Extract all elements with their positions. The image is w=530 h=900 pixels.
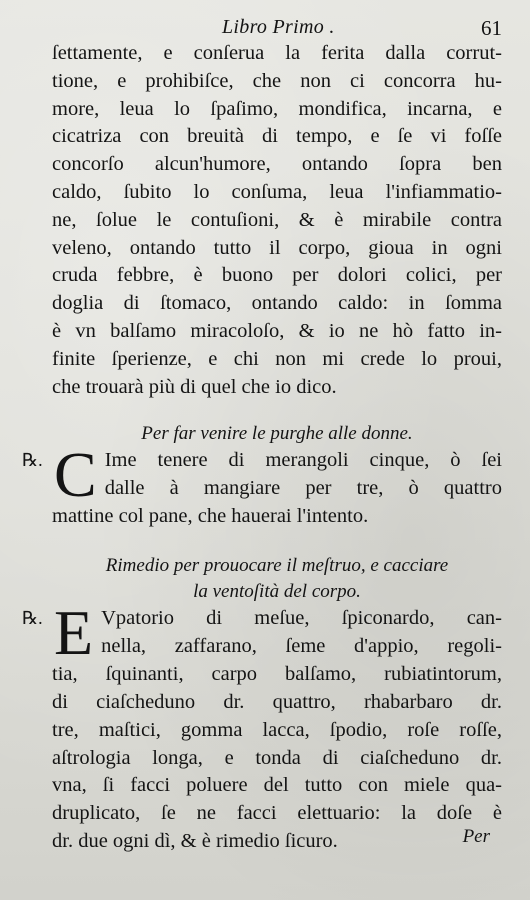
text-line: mattine col pane, che hauerai l'intento. (52, 505, 369, 528)
text-line: nella, zaffarano, ſeme d'appio, regoli- (101, 634, 502, 657)
text-line: dr. due ogni dì, & è rimedio ſicuro. (52, 829, 338, 852)
text-line: caldo, ſubito lo conſuma, leua l'infiammatio- (52, 180, 502, 203)
page-number: 61 (481, 16, 502, 40)
text-line: cicatriza con breuità di tempo, e ſe vi foſſe (52, 125, 502, 148)
section-mestruo (22, 553, 502, 856)
section-purghe (22, 421, 502, 531)
text-line: ne, ſolue le contuſioni, & è mirabile contra (52, 208, 502, 231)
recipe-body (22, 439, 502, 531)
text-line: di ciaſcheduno dr. quattro, rhabarbaro dr. (52, 690, 502, 713)
text-line: che trouarà più di quel che io dico. (52, 375, 337, 398)
paragraph-balsam-virtues (52, 40, 502, 401)
drop-cap: E (54, 597, 94, 669)
catchword: Per (462, 826, 490, 847)
text-line: ſettamente, e conſerua la ferita dalla corrut- (52, 42, 502, 64)
text-block (22, 40, 502, 856)
text-line: tione, e prohibiſce, che non ci concorra hu- (52, 69, 502, 92)
section-heading: Rimedio per prouocare il meſtruo, e cacciare (105, 555, 449, 577)
drop-cap: C (54, 439, 97, 511)
section-heading: la ventoſità del corpo. (193, 581, 361, 603)
section-heading: Per far venire le purghe alle donne. (141, 423, 413, 445)
text-line: tre, maſtici, gomma lacca, ſpodio, roſe roſſe, (52, 718, 502, 741)
text-line: cruda febbre, è buono per dolori colici, per (52, 264, 502, 287)
text-line: druplicato, ſe ne facci elettuario: la doſe è (52, 802, 502, 825)
recipe-body (22, 597, 502, 856)
running-head: Libro Primo . (222, 16, 335, 38)
text-line: aſtrologia longa, e tonda di ciaſcheduno dr. (52, 746, 502, 769)
text-line: è vn balſamo miracoloſo, & io ne hò fatto in- (52, 319, 502, 342)
text-line: Vpatorio di meſue, ſpiconardo, can- (101, 607, 502, 630)
text-line: more, leua lo ſpaſimo, mondifica, incarna, e (52, 97, 502, 120)
text-line: vna, ſi facci poluere del tutto con miele qua- (52, 774, 502, 797)
recipe-symbol: ℞. (22, 450, 43, 471)
text-line: concorſo alcun'humore, ontando ſopra ben (52, 153, 502, 176)
page-header (0, 10, 530, 40)
text-line: finite ſperienze, e chi non mi crede lo proui, (52, 347, 502, 370)
recipe-symbol: ℞. (22, 608, 43, 629)
text-line: dalle à mangiare per tre, ò quattro (104, 477, 502, 500)
text-line: veleno, ontando tutto il corpo, gioua in ogni (52, 236, 502, 259)
text-line: tia, ſquinanti, carpo balſamo, rubiatintorum, (52, 663, 502, 686)
text-line: Ime tenere di merangoli cinque, ò ſei (104, 449, 502, 472)
text-line: doglia di ſtomaco, ontando caldo: in ſomma (52, 292, 502, 315)
